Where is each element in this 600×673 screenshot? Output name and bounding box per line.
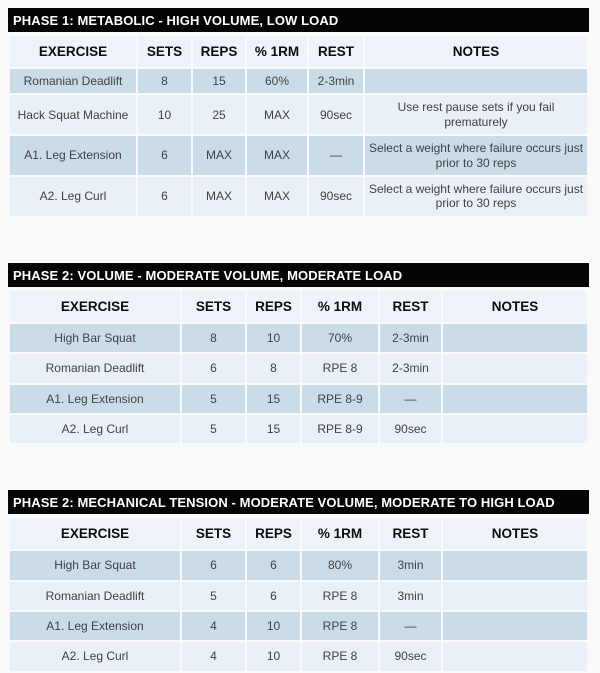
- cell-rest: 90sec: [379, 641, 442, 671]
- table-row: [9, 323, 588, 353]
- table-row: [9, 135, 588, 176]
- cell-notes: Select a weight where failure occurs just prior to 30 reps: [364, 176, 588, 217]
- phase-2-volume-exercise-table: [8, 289, 589, 446]
- cell-rest: 3min: [379, 581, 442, 611]
- phase-1-title-bar: PHASE 1: METABOLIC - HIGH VOLUME, LOW LOAD: [8, 8, 589, 32]
- cell-1rm: RPE 8-9: [301, 384, 379, 414]
- col-header-reps: REPS: [246, 290, 301, 323]
- cell-reps: 10: [246, 323, 301, 353]
- header-row: [9, 517, 588, 550]
- cell-reps: 6: [246, 550, 301, 580]
- cell-1rm: RPE 8: [301, 581, 379, 611]
- header-row: [9, 35, 588, 68]
- cell-exercise: A2. Leg Curl: [9, 641, 181, 671]
- table-row: [9, 550, 588, 580]
- table-row: [9, 68, 588, 94]
- cell-1rm: MAX: [246, 94, 308, 135]
- phase-2-volume-title-bar: PHASE 2: VOLUME - MODERATE VOLUME, MODERATE LOAD: [8, 263, 589, 287]
- col-header-reps: REPS: [246, 517, 301, 550]
- cell-rest: 2-3min: [308, 68, 364, 94]
- cell-exercise: A1. Leg Extension: [9, 611, 181, 641]
- cell-1rm: 80%: [301, 550, 379, 580]
- cell-reps: MAX: [192, 176, 246, 217]
- cell-sets: 5: [181, 581, 246, 611]
- table-row: [9, 581, 588, 611]
- phase-2-volume-section: [8, 263, 589, 446]
- cell-exercise: A1. Leg Extension: [9, 135, 137, 176]
- col-header-rest: REST: [379, 517, 442, 550]
- cell-reps: 8: [246, 353, 301, 383]
- cell-1rm: 60%: [246, 68, 308, 94]
- cell-sets: 4: [181, 611, 246, 641]
- col-header-notes: NOTES: [442, 517, 588, 550]
- cell-exercise: High Bar Squat: [9, 550, 181, 580]
- cell-reps: 25: [192, 94, 246, 135]
- cell-notes: [442, 414, 588, 444]
- cell-notes: [442, 641, 588, 671]
- col-header-sets: SETS: [137, 35, 192, 68]
- cell-notes: [442, 353, 588, 383]
- col-header-reps: REPS: [192, 35, 246, 68]
- cell-exercise: A1. Leg Extension: [9, 384, 181, 414]
- col-header-exercise: EXERCISE: [9, 517, 181, 550]
- cell-exercise: Romanian Deadlift: [9, 581, 181, 611]
- cell-notes: [442, 550, 588, 580]
- cell-rest: —: [379, 384, 442, 414]
- table-row: [9, 641, 588, 671]
- cell-notes: Use rest pause sets if you fail prematurely: [364, 94, 588, 135]
- table-row: [9, 611, 588, 641]
- cell-rest: —: [308, 135, 364, 176]
- cell-rest: —: [379, 611, 442, 641]
- col-header-rest: REST: [308, 35, 364, 68]
- cell-reps: 15: [246, 384, 301, 414]
- cell-rest: 2-3min: [379, 323, 442, 353]
- col-header-sets: SETS: [181, 517, 246, 550]
- cell-sets: 6: [137, 135, 192, 176]
- cell-rest: 90sec: [308, 176, 364, 217]
- col-header-exercise: EXERCISE: [9, 35, 137, 68]
- cell-sets: 8: [181, 323, 246, 353]
- cell-exercise: Romanian Deadlift: [9, 68, 137, 94]
- phase-2-mechanical-tension-exercise-table: [8, 516, 589, 673]
- cell-notes: [364, 68, 588, 94]
- cell-notes: [442, 323, 588, 353]
- cell-1rm: RPE 8: [301, 641, 379, 671]
- table-row: [9, 176, 588, 217]
- col-header-sets: SETS: [181, 290, 246, 323]
- cell-reps: 15: [192, 68, 246, 94]
- cell-exercise: Romanian Deadlift: [9, 353, 181, 383]
- cell-sets: 5: [181, 384, 246, 414]
- cell-reps: MAX: [192, 135, 246, 176]
- cell-1rm: RPE 8: [301, 611, 379, 641]
- col-header-1rm: % 1RM: [301, 517, 379, 550]
- col-header-1rm: % 1RM: [301, 290, 379, 323]
- table-row: [9, 353, 588, 383]
- cell-reps: 6: [246, 581, 301, 611]
- cell-exercise: High Bar Squat: [9, 323, 181, 353]
- cell-sets: 6: [181, 353, 246, 383]
- cell-sets: 6: [137, 176, 192, 217]
- cell-1rm: RPE 8-9: [301, 414, 379, 444]
- cell-reps: 10: [246, 641, 301, 671]
- cell-1rm: MAX: [246, 135, 308, 176]
- phase-1-section: [8, 8, 589, 218]
- cell-1rm: 70%: [301, 323, 379, 353]
- cell-sets: 6: [181, 550, 246, 580]
- col-header-exercise: EXERCISE: [9, 290, 181, 323]
- phase-2-mechanical-tension-section: [8, 490, 589, 673]
- col-header-rest: REST: [379, 290, 442, 323]
- cell-1rm: RPE 8: [301, 353, 379, 383]
- phase-1-exercise-table: [8, 34, 589, 218]
- col-header-1rm: % 1RM: [246, 35, 308, 68]
- table-row: [9, 414, 588, 444]
- cell-1rm: MAX: [246, 176, 308, 217]
- cell-notes: [442, 611, 588, 641]
- phase-2-mechanical-tension-title-bar: PHASE 2: MECHANICAL TENSION - MODERATE VOLUME, MODERATE TO HIGH LOAD: [8, 490, 589, 514]
- cell-notes: Select a weight where failure occurs just prior to 30 reps: [364, 135, 588, 176]
- cell-sets: 10: [137, 94, 192, 135]
- cell-notes: [442, 581, 588, 611]
- cell-sets: 4: [181, 641, 246, 671]
- cell-exercise: A2. Leg Curl: [9, 176, 137, 217]
- cell-sets: 8: [137, 68, 192, 94]
- cell-rest: 3min: [379, 550, 442, 580]
- table-row: [9, 384, 588, 414]
- header-row: [9, 290, 588, 323]
- cell-exercise: Hack Squat Machine: [9, 94, 137, 135]
- cell-notes: [442, 384, 588, 414]
- cell-reps: 10: [246, 611, 301, 641]
- cell-rest: 90sec: [308, 94, 364, 135]
- cell-rest: 90sec: [379, 414, 442, 444]
- cell-sets: 5: [181, 414, 246, 444]
- col-header-notes: NOTES: [442, 290, 588, 323]
- table-row: [9, 94, 588, 135]
- cell-rest: 2-3min: [379, 353, 442, 383]
- cell-exercise: A2. Leg Curl: [9, 414, 181, 444]
- cell-reps: 15: [246, 414, 301, 444]
- col-header-notes: NOTES: [364, 35, 588, 68]
